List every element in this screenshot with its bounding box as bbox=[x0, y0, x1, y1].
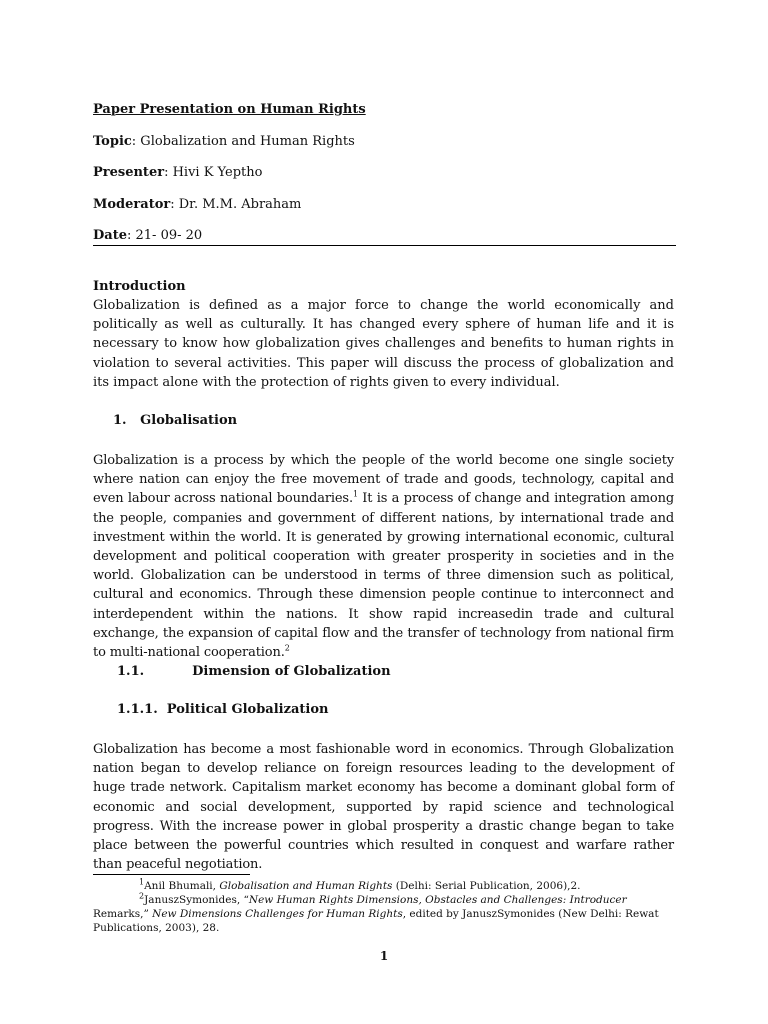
introduction-heading: Introduction bbox=[93, 279, 186, 294]
footnote-separator bbox=[93, 874, 250, 875]
section-1-1-1-number: 1.1.1. bbox=[117, 702, 158, 717]
section-1-1-1-heading bbox=[117, 702, 328, 718]
globalisation-text-part2: It is a process of change and integration among the people, companies and government of different nations, by international trade and investment within the world. It is generated by growing international economic, cultural development and political cooperation with greater prosperity in societies and in the world. Globalization can be understood in terms of three dimension such as political, cultural and economics. Through these dimension people continue to interconnect and interdependent within the nations. It show rapid increasedin trade and cultural exchange, the expansion of capital flow and the transfer of technology from national firm to multi-national cooperation. bbox=[93, 491, 674, 661]
footnote-2-publication: , edited by JanuszSymonides (New Delhi: Rewat Publications, 2003), 28. bbox=[93, 908, 659, 934]
footnote-2-book-title: New Dimensions Challenges for Human Rights bbox=[152, 908, 403, 920]
moderator-label: Moderator bbox=[93, 197, 171, 212]
footnote-1-marker: 1 bbox=[139, 877, 145, 887]
topic-label: Topic bbox=[93, 134, 132, 149]
topic-line bbox=[93, 134, 355, 150]
footnote-2 bbox=[93, 893, 676, 935]
section-1-1-number: 1.1. bbox=[117, 664, 145, 679]
footnote-2-remarks: Remarks,” bbox=[93, 908, 153, 920]
footnote-1-title: Globalisation and Human Rights bbox=[219, 880, 393, 892]
header-divider bbox=[93, 245, 676, 246]
date-value: : 21- 09- 20 bbox=[126, 228, 203, 243]
footnote-2-title: New Human Rights Dimensions, Obstacles and Challenges: Introducer bbox=[248, 894, 627, 906]
introduction-paragraph: Globalization is defined as a major force to change the world economically and politically as well as culturally. It has changed every sphere of human life and it is necessary to know how globalization gives challenges and benefits to human rights in violation to several activities. This paper will discuss the process of globalization and its impact alone with the protection of rights given to every individual. bbox=[93, 298, 674, 390]
globalisation-text-part1: Globalization is a process by which the people of the world become one single society where nation can enjoy the free movement of trade and goods, technology, capital and even labour across national boundaries. bbox=[93, 453, 674, 507]
presenter-line bbox=[93, 165, 262, 181]
date-line bbox=[93, 228, 202, 244]
date-label: Date bbox=[93, 228, 127, 243]
political-globalization-paragraph: Globalization has become a most fashionable word in economics. Through Globalization nation began to develop reliance on foreign resources leading to the development of huge trade network. Capitalism market economy has become a dominant global form of economic and social development, supported by rapid science and technological progress. With the increase power in global prosperity a drastic change began to take place between the powerful countries which resulted in conquest and warfare rather than peaceful negotiation. bbox=[93, 742, 674, 873]
footnote-ref-2: 2 bbox=[284, 643, 290, 653]
globalisation-paragraph bbox=[93, 451, 674, 662]
section-1-title: Globalisation bbox=[140, 413, 238, 428]
section-1-1-heading bbox=[117, 664, 391, 680]
footnote-1 bbox=[93, 879, 676, 893]
section-1-heading bbox=[113, 413, 237, 429]
footnote-1-publication: (Delhi: Serial Publication, 2006),2. bbox=[392, 880, 581, 892]
footnote-ref-1: 1 bbox=[352, 490, 358, 500]
footnote-2-author: JanuszSymonides, “ bbox=[144, 894, 249, 906]
moderator-value: : Dr. M.M. Abraham bbox=[170, 197, 302, 212]
presenter-value: : Hivi K Yeptho bbox=[164, 165, 263, 180]
footnote-2-marker: 2 bbox=[139, 891, 145, 901]
topic-value: : Globalization and Human Rights bbox=[131, 134, 355, 149]
page-number: 1 bbox=[379, 949, 389, 963]
document-title: Paper Presentation on Human Rights bbox=[93, 102, 366, 117]
section-1-number: 1. bbox=[113, 413, 127, 428]
footnote-1-author: Anil Bhumali, bbox=[144, 880, 220, 892]
section-1-1-1-title: Political Globalization bbox=[166, 702, 329, 717]
moderator-line bbox=[93, 197, 301, 213]
section-1-1-title: Dimension of Globalization bbox=[192, 664, 391, 679]
presenter-label: Presenter bbox=[93, 165, 165, 180]
